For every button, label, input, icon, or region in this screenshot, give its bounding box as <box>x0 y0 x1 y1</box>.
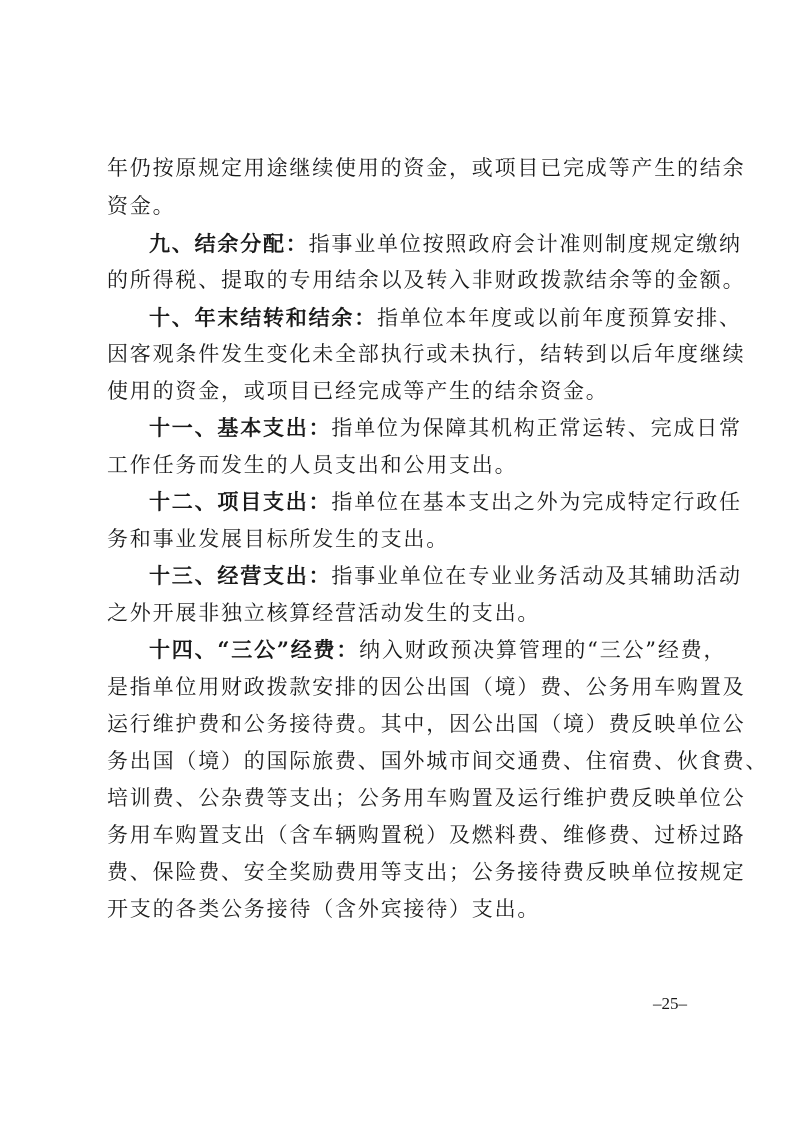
section-text: 指事业单位按照政府会计准则制度规定缴纳 <box>308 232 742 256</box>
body-text-line: 使用的资金，或项目已经完成等产生的结余资金。 <box>107 379 609 403</box>
body-text-line: 年仍按原规定用途继续使用的资金，或项目已完成等产生的结余 <box>107 156 746 180</box>
section-text: 指单位在基本支出之外为完成特定行政任 <box>331 490 742 514</box>
body-text-line: 运行维护费和公务接待费。其中，因公出国（境）费反映单位公 <box>107 712 746 736</box>
body-text-line: 之外开展非独立核算经营活动发生的支出。 <box>107 601 541 625</box>
body-text-line: 工作任务而发生的人员支出和公用支出。 <box>107 453 518 477</box>
section-paragraph-start <box>149 562 742 590</box>
section-paragraph-start <box>149 636 727 664</box>
body-text-line: 务和事业发展目标所发生的支出。 <box>107 527 449 551</box>
body-text-line: 开支的各类公务接待（含外宾接待）支出。 <box>107 897 541 921</box>
section-heading: 十、年末结转和结余： <box>149 305 377 330</box>
section-paragraph-start <box>149 414 742 442</box>
page-number: –25– <box>653 994 687 1013</box>
section-heading: 十四、“三公”经费： <box>149 637 360 662</box>
section-text: 纳入财政预决算管理的“三公”经费， <box>359 638 727 662</box>
section-text: 指单位为保障其机构正常运转、完成日常 <box>331 416 742 440</box>
body-text-line: 务出国（境）的国际旅费、国外城市间交通费、住宿费、伙食费、 <box>107 749 769 773</box>
section-heading: 十二、项目支出： <box>149 489 332 514</box>
body-text-line: 务用车购置支出（含车辆购置税）及燃料费、维修费、过桥过路 <box>107 823 746 847</box>
body-text-line: 费、保险费、安全奖励费用等支出；公务接待费反映单位按规定 <box>107 860 746 884</box>
section-paragraph-start <box>149 488 742 516</box>
body-text-line: 因客观条件发生变化未全部执行或未执行，结转到以后年度继续 <box>107 342 746 366</box>
section-text: 指事业单位在专业业务活动及其辅助活动 <box>331 564 742 588</box>
body-text-line: 培训费、公杂费等支出；公务用车购置及运行维护费反映单位公 <box>107 786 746 810</box>
body-text-line: 的所得税、提取的专用结余以及转入非财政拨款结余等的金额。 <box>107 268 746 292</box>
body-text-line: 资金。 <box>107 194 176 218</box>
section-heading: 十一、基本支出： <box>149 415 332 440</box>
section-heading: 十三、经营支出： <box>149 563 332 588</box>
section-heading: 九、结余分配： <box>149 231 309 256</box>
section-paragraph-start <box>149 230 742 258</box>
section-paragraph-start <box>149 304 742 332</box>
section-text: 指单位本年度或以前年度预算安排、 <box>377 306 742 330</box>
body-text-line: 是指单位用财政拨款安排的因公出国（境）费、公务用车购置及 <box>107 675 746 699</box>
